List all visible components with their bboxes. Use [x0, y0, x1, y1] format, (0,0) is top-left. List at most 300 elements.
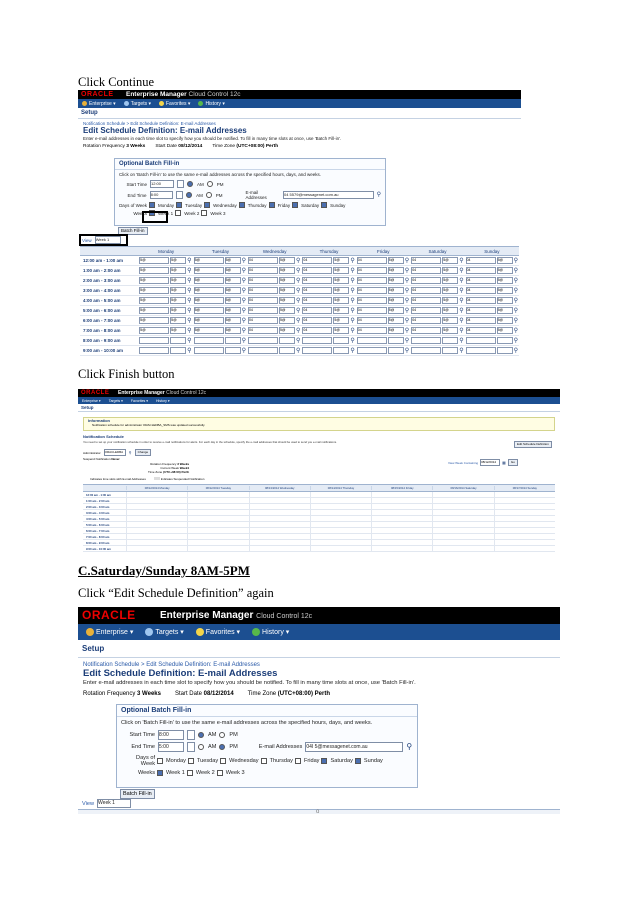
- search-icon[interactable]: ⚲: [187, 317, 192, 324]
- cell-email-input[interactable]: 04: [411, 307, 441, 314]
- search-icon[interactable]: ⚲: [350, 337, 355, 344]
- search-icon[interactable]: ⚲: [187, 287, 192, 294]
- cell-email-input-2[interactable]: [225, 347, 241, 354]
- search-icon[interactable]: ⚲: [513, 327, 518, 334]
- cell-email-input[interactable]: 5@: [139, 327, 169, 334]
- cell-email-input-2[interactable]: 5@: [170, 297, 186, 304]
- start-time-select[interactable]: 8:00: [158, 730, 184, 740]
- cell-email-input-2[interactable]: 5@: [388, 277, 404, 284]
- cell-email-input-2[interactable]: 5@: [333, 257, 349, 264]
- search-icon[interactable]: ⚲: [187, 337, 192, 344]
- end-time-select[interactable]: 8:00: [150, 191, 174, 199]
- view-select[interactable]: Week 1: [97, 799, 131, 808]
- thu-checkbox[interactable]: [239, 202, 245, 208]
- menu-enterprise[interactable]: Enterprise ▾: [86, 628, 133, 636]
- start-time-select[interactable]: 12:00: [150, 180, 174, 188]
- cell-email-input-2[interactable]: 5@: [279, 297, 295, 304]
- cell-email-input-2[interactable]: 5@: [388, 317, 404, 324]
- cell-email-input-2[interactable]: [388, 337, 404, 344]
- cell-email-input[interactable]: 04: [357, 297, 387, 304]
- menu-history[interactable]: History ▾: [156, 398, 170, 403]
- search-icon[interactable]: ⚲: [187, 257, 192, 264]
- cell-email-input[interactable]: 04: [466, 267, 496, 274]
- week3-checkbox[interactable]: [217, 770, 223, 776]
- search-icon[interactable]: ⚲: [295, 287, 301, 294]
- change-button[interactable]: Change: [135, 449, 152, 456]
- cell-email-input[interactable]: 04: [411, 297, 441, 304]
- search-icon[interactable]: ⚲: [187, 347, 192, 354]
- cell-email-input-2[interactable]: 5@: [279, 257, 295, 264]
- grid-day-header: Wednesday: [262, 248, 287, 254]
- grid-cell: [465, 347, 519, 354]
- search-icon[interactable]: ⚲: [128, 449, 132, 455]
- cell-email-input[interactable]: 04: [302, 267, 332, 274]
- cell-email-input-2[interactable]: [225, 337, 241, 344]
- time-slot-label: 5:00 am - 6:00 am: [86, 522, 110, 527]
- cell-email-input-2[interactable]: 5@: [279, 267, 295, 274]
- cell-email-input[interactable]: 04: [466, 307, 496, 314]
- search-icon[interactable]: ⚲: [241, 297, 246, 304]
- end-pm-radio[interactable]: [219, 744, 225, 750]
- cell-email-input-2[interactable]: 5@: [388, 287, 404, 294]
- search-icon[interactable]: ⚲: [350, 347, 355, 354]
- cell-email-input[interactable]: 04: [302, 317, 332, 324]
- search-icon[interactable]: ⚲: [241, 337, 246, 344]
- cell-email-input[interactable]: 04: [357, 257, 387, 264]
- end-am-radio[interactable]: [198, 744, 204, 750]
- cell-email-input-2[interactable]: 5@: [170, 307, 186, 314]
- fri-checkbox[interactable]: [295, 758, 301, 764]
- search-icon[interactable]: ⚲: [404, 307, 410, 314]
- cell-email-input-2[interactable]: 5@: [442, 287, 458, 294]
- thu-checkbox[interactable]: [261, 758, 267, 764]
- cell-email-input[interactable]: 04: [302, 307, 332, 314]
- grid-cell: [187, 510, 248, 515]
- search-icon[interactable]: ⚲: [295, 347, 301, 354]
- cell-email-input[interactable]: 04: [411, 317, 441, 324]
- cell-email-input-2[interactable]: 5@: [279, 287, 295, 294]
- cell-email-input[interactable]: 04: [466, 257, 496, 264]
- cell-email-input[interactable]: 04: [302, 327, 332, 334]
- cell-email-input-2[interactable]: 5@: [170, 317, 186, 324]
- search-icon[interactable]: ⚲: [350, 287, 355, 294]
- cell-email-input[interactable]: [194, 337, 224, 344]
- search-icon[interactable]: ⚲: [459, 257, 464, 264]
- search-icon[interactable]: ⚲: [350, 307, 355, 314]
- time-slot-label: 2:00 am - 3:00 am: [83, 278, 121, 283]
- search-icon[interactable]: ⚲: [241, 327, 246, 334]
- week2-checkbox[interactable]: [187, 770, 193, 776]
- start-am-radio[interactable]: [187, 181, 193, 187]
- cell-email-input-2[interactable]: 5@: [225, 277, 241, 284]
- search-icon[interactable]: ⚲: [404, 347, 410, 354]
- cell-email-input-2[interactable]: 5@: [497, 257, 513, 264]
- grid-cell: [249, 546, 310, 551]
- cell-email-input[interactable]: 04: [302, 297, 332, 304]
- cell-email-input[interactable]: 04: [248, 317, 278, 324]
- end-time-select[interactable]: 5:00: [158, 742, 184, 752]
- tue-checkbox[interactable]: [188, 758, 194, 764]
- search-icon[interactable]: ⚲: [295, 257, 301, 264]
- cell-email-input[interactable]: 04: [466, 297, 496, 304]
- search-icon[interactable]: ⚲: [241, 257, 246, 264]
- cell-email-input[interactable]: 04: [248, 327, 278, 334]
- cell-email-input[interactable]: 04: [248, 307, 278, 314]
- menu-favorites[interactable]: Favorites ▾: [159, 101, 190, 107]
- menu-enterprise[interactable]: Enterprise ▾: [82, 101, 116, 107]
- cell-email-input-2[interactable]: [388, 347, 404, 354]
- cell-email-input-2[interactable]: 5@: [388, 307, 404, 314]
- search-icon[interactable]: ⚲: [513, 297, 518, 304]
- search-icon[interactable]: ⚲: [295, 277, 301, 284]
- cell-email-input-2[interactable]: [170, 347, 186, 354]
- cell-email-input-2[interactable]: 5@: [225, 257, 241, 264]
- cell-email-input-2[interactable]: 5@: [170, 287, 186, 294]
- search-icon[interactable]: ⚲: [513, 287, 518, 294]
- search-icon[interactable]: ⚲: [459, 337, 464, 344]
- start-time-dropdown[interactable]: [177, 180, 184, 188]
- cell-email-input-2[interactable]: 5@: [333, 277, 349, 284]
- cell-email-input[interactable]: 04: [248, 297, 278, 304]
- search-icon[interactable]: ⚲: [187, 267, 192, 274]
- cell-email-input[interactable]: [139, 347, 169, 354]
- cell-email-input[interactable]: 5@: [139, 317, 169, 324]
- cell-email-input-2[interactable]: 5@: [497, 317, 513, 324]
- cell-email-input[interactable]: 5@: [139, 277, 169, 284]
- cell-email-input[interactable]: 04: [248, 257, 278, 264]
- start-pm-radio[interactable]: [219, 732, 225, 738]
- cell-email-input-2[interactable]: 5@: [333, 317, 349, 324]
- menu-favorites[interactable]: Favorites ▾: [196, 628, 240, 636]
- search-icon[interactable]: ⚲: [295, 297, 301, 304]
- week1-checkbox[interactable]: [157, 770, 163, 776]
- cell-email-input[interactable]: 04: [466, 317, 496, 324]
- search-icon[interactable]: ⚲: [241, 267, 246, 274]
- cell-email-input-2[interactable]: 5@: [442, 297, 458, 304]
- search-icon[interactable]: ⚲: [295, 317, 301, 324]
- search-icon[interactable]: ⚲: [459, 317, 464, 324]
- cell-email-input-2[interactable]: 5@: [497, 307, 513, 314]
- cell-email-input-2[interactable]: 5@: [170, 267, 186, 274]
- cell-email-input[interactable]: [302, 347, 332, 354]
- cell-email-input-2[interactable]: [279, 337, 295, 344]
- cell-email-input-2[interactable]: 5@: [497, 277, 513, 284]
- admin-field[interactable]: ORACLEDBA: [104, 449, 126, 456]
- batch-fill-in-button[interactable]: Batch Fill-in: [118, 227, 148, 235]
- cell-email-input-2[interactable]: 5@: [388, 327, 404, 334]
- search-icon[interactable]: ⚲: [241, 307, 246, 314]
- cell-email-input[interactable]: 04: [357, 317, 387, 324]
- cell-email-input-2[interactable]: 5@: [442, 257, 458, 264]
- menu-history[interactable]: History ▾: [252, 628, 289, 636]
- cell-email-input-2[interactable]: 5@: [442, 267, 458, 274]
- search-icon[interactable]: ⚲: [404, 257, 410, 264]
- batch-fill-in-button[interactable]: Batch Fill-in: [120, 789, 155, 799]
- search-icon[interactable]: ⚲: [376, 192, 381, 198]
- cell-email-input-2[interactable]: 5@: [225, 307, 241, 314]
- wed-checkbox[interactable]: [204, 202, 210, 208]
- cell-email-input[interactable]: [139, 337, 169, 344]
- cell-email-input[interactable]: 04: [248, 277, 278, 284]
- grid-cell: [126, 528, 187, 533]
- search-icon[interactable]: ⚲: [241, 347, 246, 354]
- search-icon[interactable]: ⚲: [513, 347, 518, 354]
- menu-targets[interactable]: Targets ▾: [124, 101, 151, 107]
- cell-email-input-2[interactable]: [333, 337, 349, 344]
- search-icon[interactable]: ⚲: [404, 337, 410, 344]
- search-icon[interactable]: ⚲: [404, 277, 410, 284]
- cell-email-input-2[interactable]: 5@: [170, 257, 186, 264]
- cell-email-input[interactable]: [357, 347, 387, 354]
- search-icon[interactable]: ⚲: [350, 297, 355, 304]
- cell-email-input[interactable]: 04: [357, 277, 387, 284]
- end-pm-radio[interactable]: [206, 192, 212, 198]
- search-icon[interactable]: ⚲: [404, 327, 410, 334]
- cell-email-input[interactable]: 04: [248, 267, 278, 274]
- cell-email-input[interactable]: 5@: [194, 327, 224, 334]
- cell-email-input-2[interactable]: 5@: [279, 327, 295, 334]
- cell-email-input-2[interactable]: 5@: [225, 297, 241, 304]
- search-icon[interactable]: ⚲: [187, 327, 192, 334]
- time-slot-label: 12:00 am - 1:00 am: [86, 492, 111, 497]
- search-icon[interactable]: ⚲: [459, 307, 464, 314]
- tue-checkbox[interactable]: [176, 202, 182, 208]
- grid-date-header: 08/14/2014 Thursday: [310, 486, 371, 490]
- cell-email-input[interactable]: [248, 337, 278, 344]
- menu-targets[interactable]: Targets ▾: [108, 398, 123, 403]
- search-icon[interactable]: ⚲: [513, 257, 518, 264]
- search-icon[interactable]: ⚲: [187, 307, 192, 314]
- view-select[interactable]: Week 1: [95, 236, 121, 244]
- sat-checkbox[interactable]: [292, 202, 298, 208]
- search-icon[interactable]: ⚲: [513, 267, 518, 274]
- search-icon[interactable]: ⚲: [350, 327, 355, 334]
- go-button[interactable]: Go: [508, 459, 518, 466]
- grid-cell: [371, 498, 432, 503]
- cell-email-input[interactable]: 04: [411, 277, 441, 284]
- edit-schedule-button[interactable]: Edit Schedule Definition: [514, 441, 552, 448]
- search-icon[interactable]: ⚲: [295, 327, 301, 334]
- search-icon[interactable]: ⚲: [187, 277, 192, 284]
- cell-email-input-2[interactable]: 5@: [497, 287, 513, 294]
- view-week-input[interactable]: 08/12/2014: [480, 459, 500, 466]
- cell-email-input[interactable]: 04: [411, 257, 441, 264]
- cell-email-input-2[interactable]: 5@: [442, 327, 458, 334]
- search-icon[interactable]: ⚲: [241, 287, 246, 294]
- cell-email-input[interactable]: [466, 337, 496, 344]
- grid-row: [80, 296, 519, 306]
- calendar-icon[interactable]: ▦: [502, 459, 506, 465]
- cell-email-input-2[interactable]: 5@: [388, 257, 404, 264]
- cell-email-input-2[interactable]: 5@: [279, 317, 295, 324]
- week2-checkbox[interactable]: [175, 210, 181, 216]
- targets-icon: [124, 101, 129, 106]
- cell-email-input[interactable]: 04: [248, 287, 278, 294]
- search-icon[interactable]: ⚲: [404, 287, 410, 294]
- cell-email-input-2[interactable]: 5@: [442, 317, 458, 324]
- cell-email-input-2[interactable]: 5@: [279, 307, 295, 314]
- cell-email-input[interactable]: 5@: [194, 257, 224, 264]
- grid-cell: [494, 498, 555, 503]
- start-pm-radio[interactable]: [207, 181, 213, 187]
- wed-checkbox[interactable]: [220, 758, 226, 764]
- mon-checkbox[interactable]: [157, 758, 163, 764]
- search-icon[interactable]: ⚲: [459, 327, 464, 334]
- cell-email-input[interactable]: 04: [411, 267, 441, 274]
- cell-email-input[interactable]: 5@: [194, 297, 224, 304]
- mon-checkbox[interactable]: [149, 202, 155, 208]
- search-icon[interactable]: ⚲: [513, 337, 518, 344]
- cell-email-input[interactable]: 04: [466, 277, 496, 284]
- cell-email-input-2[interactable]: [170, 337, 186, 344]
- cell-email-input-2[interactable]: [279, 347, 295, 354]
- cell-email-input[interactable]: 04: [466, 287, 496, 294]
- search-icon[interactable]: ⚲: [350, 317, 355, 324]
- cell-email-input[interactable]: 04: [302, 287, 332, 294]
- search-icon[interactable]: ⚲: [459, 347, 464, 354]
- email-input[interactable]: 04 5579@messagenet.com.au: [283, 191, 374, 199]
- search-icon[interactable]: ⚲: [513, 307, 518, 314]
- sun-checkbox[interactable]: [355, 758, 361, 764]
- cell-email-input-2[interactable]: [442, 337, 458, 344]
- search-icon[interactable]: ⚲: [350, 257, 355, 264]
- cell-email-input[interactable]: [411, 347, 441, 354]
- grid-cell: [356, 307, 410, 314]
- start-time-dropdown[interactable]: [187, 730, 195, 740]
- search-icon[interactable]: ⚲: [187, 297, 192, 304]
- cell-email-input-2[interactable]: 5@: [333, 307, 349, 314]
- cell-email-input-2[interactable]: 5@: [497, 297, 513, 304]
- cell-email-input-2[interactable]: 5@: [442, 277, 458, 284]
- cell-email-input[interactable]: 5@: [194, 287, 224, 294]
- grid-cell: [310, 546, 371, 551]
- email-input[interactable]: 04I 5@messagenet.com.au: [305, 742, 403, 752]
- cell-email-input[interactable]: 04: [302, 257, 332, 264]
- cell-email-input[interactable]: 5@: [139, 287, 169, 294]
- grid-day-header: Saturday: [428, 248, 447, 254]
- cell-email-input-2[interactable]: 5@: [225, 327, 241, 334]
- cell-email-input[interactable]: [302, 337, 332, 344]
- cell-email-input-2[interactable]: 5@: [225, 267, 241, 274]
- grid-cell: [310, 498, 371, 503]
- cell-email-input-2[interactable]: 5@: [333, 287, 349, 294]
- cell-email-input-2[interactable]: 5@: [170, 327, 186, 334]
- cell-email-input[interactable]: 5@: [139, 257, 169, 264]
- search-icon[interactable]: ⚲: [459, 297, 464, 304]
- cell-email-input-2[interactable]: 5@: [388, 297, 404, 304]
- cell-email-input[interactable]: 04: [357, 267, 387, 274]
- cell-email-input[interactable]: 5@: [194, 267, 224, 274]
- grid-cell: [465, 267, 519, 274]
- grid-cell: [432, 504, 493, 509]
- search-icon[interactable]: ⚲: [350, 277, 355, 284]
- cell-email-input-2[interactable]: [497, 347, 513, 354]
- cell-email-input-2[interactable]: 5@: [333, 327, 349, 334]
- search-icon[interactable]: ⚲: [513, 317, 518, 324]
- cell-email-input[interactable]: 04: [411, 287, 441, 294]
- cell-email-input[interactable]: 04: [302, 277, 332, 284]
- search-icon[interactable]: ⚲: [459, 277, 464, 284]
- search-icon[interactable]: ⚲: [295, 337, 301, 344]
- cell-email-input-2[interactable]: 5@: [333, 267, 349, 274]
- cell-email-input[interactable]: 04: [357, 287, 387, 294]
- search-icon[interactable]: ⚲: [513, 277, 518, 284]
- cell-email-input-2[interactable]: 5@: [388, 267, 404, 274]
- sun-checkbox[interactable]: [321, 202, 327, 208]
- search-icon[interactable]: ⚲: [459, 287, 464, 294]
- breadcrumb[interactable]: Notification Schedule > Edit Schedule Definition: E-mail Addresses: [83, 662, 260, 668]
- cell-email-input[interactable]: [357, 337, 387, 344]
- cell-email-input[interactable]: 5@: [139, 267, 169, 274]
- start-am-radio[interactable]: [198, 732, 204, 738]
- cell-email-input[interactable]: [411, 337, 441, 344]
- search-icon[interactable]: ⚲: [350, 267, 355, 274]
- week3-checkbox[interactable]: [201, 210, 207, 216]
- search-icon[interactable]: ⚲: [404, 267, 410, 274]
- cell-email-input[interactable]: 04: [411, 327, 441, 334]
- cell-email-input-2[interactable]: [333, 347, 349, 354]
- cell-email-input[interactable]: 5@: [139, 307, 169, 314]
- sat-checkbox[interactable]: [321, 758, 327, 764]
- grid-cell: [301, 257, 355, 264]
- cell-email-input[interactable]: 5@: [139, 297, 169, 304]
- end-time-dropdown[interactable]: [176, 191, 183, 199]
- cell-email-input[interactable]: [466, 347, 496, 354]
- end-am-radio[interactable]: [186, 192, 192, 198]
- search-icon[interactable]: ⚲: [295, 307, 301, 314]
- cell-email-input[interactable]: 5@: [194, 317, 224, 324]
- grid-cell: [432, 498, 493, 503]
- cell-email-input-2[interactable]: [497, 337, 513, 344]
- cell-email-input-2[interactable]: 5@: [170, 277, 186, 284]
- cell-email-input-2[interactable]: 5@: [225, 287, 241, 294]
- grid-cell: [193, 267, 247, 274]
- cell-email-input-2[interactable]: 5@: [333, 297, 349, 304]
- grid-cell: [193, 257, 247, 264]
- breadcrumb[interactable]: Notification Schedule > Edit Schedule Definition: E-mail Addresses: [83, 121, 216, 126]
- cell-email-input[interactable]: [248, 347, 278, 354]
- search-icon[interactable]: ⚲: [241, 317, 246, 324]
- cell-email-input-2[interactable]: 5@: [442, 307, 458, 314]
- menu-enterprise[interactable]: Enterprise ▾: [82, 398, 101, 403]
- cell-email-input[interactable]: 04: [466, 327, 496, 334]
- cell-email-input[interactable]: 5@: [194, 307, 224, 314]
- cell-email-input-2[interactable]: 5@: [279, 277, 295, 284]
- menu-history[interactable]: History ▾: [198, 101, 224, 107]
- grid-cell: [410, 287, 464, 294]
- search-icon[interactable]: ⚲: [406, 742, 413, 751]
- end-time-dropdown[interactable]: [187, 742, 195, 752]
- menu-favorites[interactable]: Favorites ▾: [130, 398, 149, 403]
- cell-email-input-2[interactable]: [442, 347, 458, 354]
- cell-email-input[interactable]: 04: [357, 307, 387, 314]
- search-icon[interactable]: ⚲: [404, 297, 410, 304]
- cell-email-input[interactable]: 5@: [194, 277, 224, 284]
- cell-email-input-2[interactable]: 5@: [497, 327, 513, 334]
- grid-cell: [371, 534, 432, 539]
- menu-targets[interactable]: Targets ▾: [145, 628, 183, 636]
- fri-checkbox[interactable]: [269, 202, 275, 208]
- cell-email-input[interactable]: 04: [357, 327, 387, 334]
- info-title: Information: [88, 418, 110, 423]
- cell-email-input-2[interactable]: 5@: [497, 267, 513, 274]
- search-icon[interactable]: ⚲: [459, 267, 464, 274]
- search-icon[interactable]: ⚲: [241, 277, 246, 284]
- search-icon[interactable]: ⚲: [404, 317, 410, 324]
- cell-email-input[interactable]: [194, 347, 224, 354]
- cell-email-input-2[interactable]: 5@: [225, 317, 241, 324]
- search-icon[interactable]: ⚲: [295, 267, 301, 274]
